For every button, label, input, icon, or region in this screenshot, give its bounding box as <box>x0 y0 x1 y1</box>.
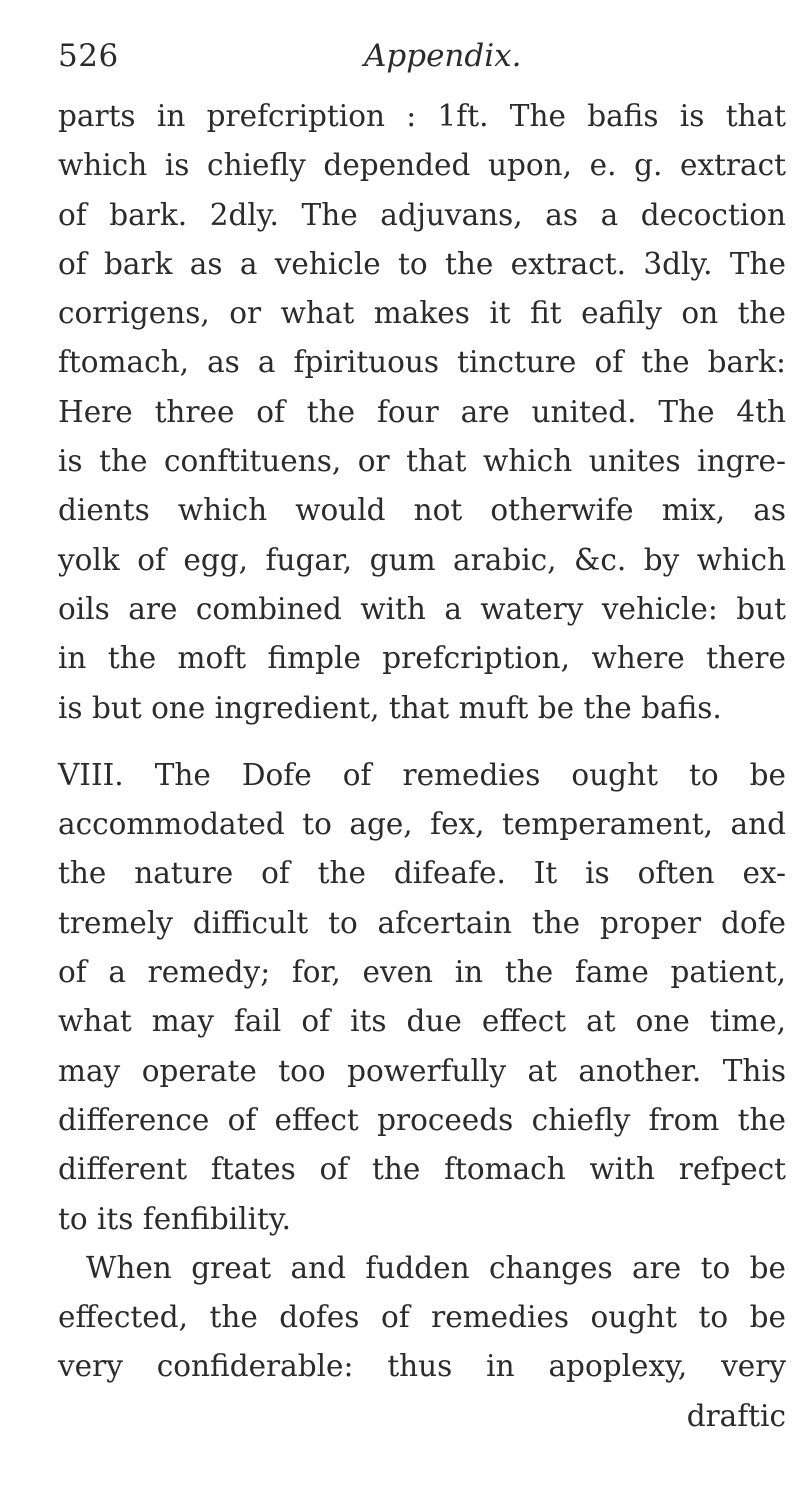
body-text <box>58 92 786 1441</box>
text-line: corrigens, or what makes it fit eafily on the <box>58 296 786 331</box>
text-line: is the conftituens, or that which unites ingre- <box>58 444 786 479</box>
text-line: to its fenfibility. <box>58 1201 292 1236</box>
text-line: effected, the dofes of remedies ought to be <box>58 1300 786 1335</box>
text-line: which is chiefly depended upon, e. g. extract <box>58 148 786 183</box>
catchword: draftic <box>686 1398 786 1433</box>
text-line: parts in prefcription : 1ft. The bafis is that <box>58 99 786 133</box>
text-line: yolk of egg, fugar, gum arabic, &c. by which <box>58 542 786 577</box>
text-line: accommodated to age, fex, temperament, and <box>58 807 786 842</box>
text-line: When great and fudden changes are to be <box>86 1250 786 1285</box>
text-line: of bark as a vehicle to the extract. 3dly. The <box>58 246 786 281</box>
text-line: in the moft fimple prefcription, where there <box>58 641 786 676</box>
page-header <box>58 30 778 90</box>
text-line: tremely difficult to afcertain the proper dofe <box>58 905 786 940</box>
page-number: 526 <box>58 38 119 74</box>
text-line: difference of effect proceeds chiefly from the <box>58 1102 786 1137</box>
text-line: of a remedy; for, even in the fame patient, <box>58 955 786 990</box>
text-line: Here three of the four are united. The 4th <box>58 394 786 429</box>
text-line: of bark. 2dly. The adjuvans, as a decoction <box>58 197 786 232</box>
running-head: Appendix. <box>364 38 522 74</box>
text-line: what may fail of its due effect at one time, <box>58 1004 786 1039</box>
text-line: dients which would not otherwife mix, as <box>58 493 786 528</box>
text-line: very confiderable: thus in apoplexy, very <box>58 1349 786 1384</box>
text-line: the nature of the difeafe. It is often ex- <box>58 856 786 891</box>
text-line: different ftates of the ftomach with refpect <box>58 1152 786 1187</box>
text-line: may operate too powerfully at another. This <box>58 1053 786 1088</box>
paragraph-gap <box>58 733 786 751</box>
text-line: ftomach, as a fpirituous tincture of the bark: <box>58 345 786 380</box>
text-line: is but one ingredient, that muft be the bafis. <box>58 690 722 725</box>
section-heading-line: VIII. The Dofe of remedies ought to be <box>58 757 786 792</box>
text-line: oils are combined with a watery vehicle: but <box>58 591 786 626</box>
